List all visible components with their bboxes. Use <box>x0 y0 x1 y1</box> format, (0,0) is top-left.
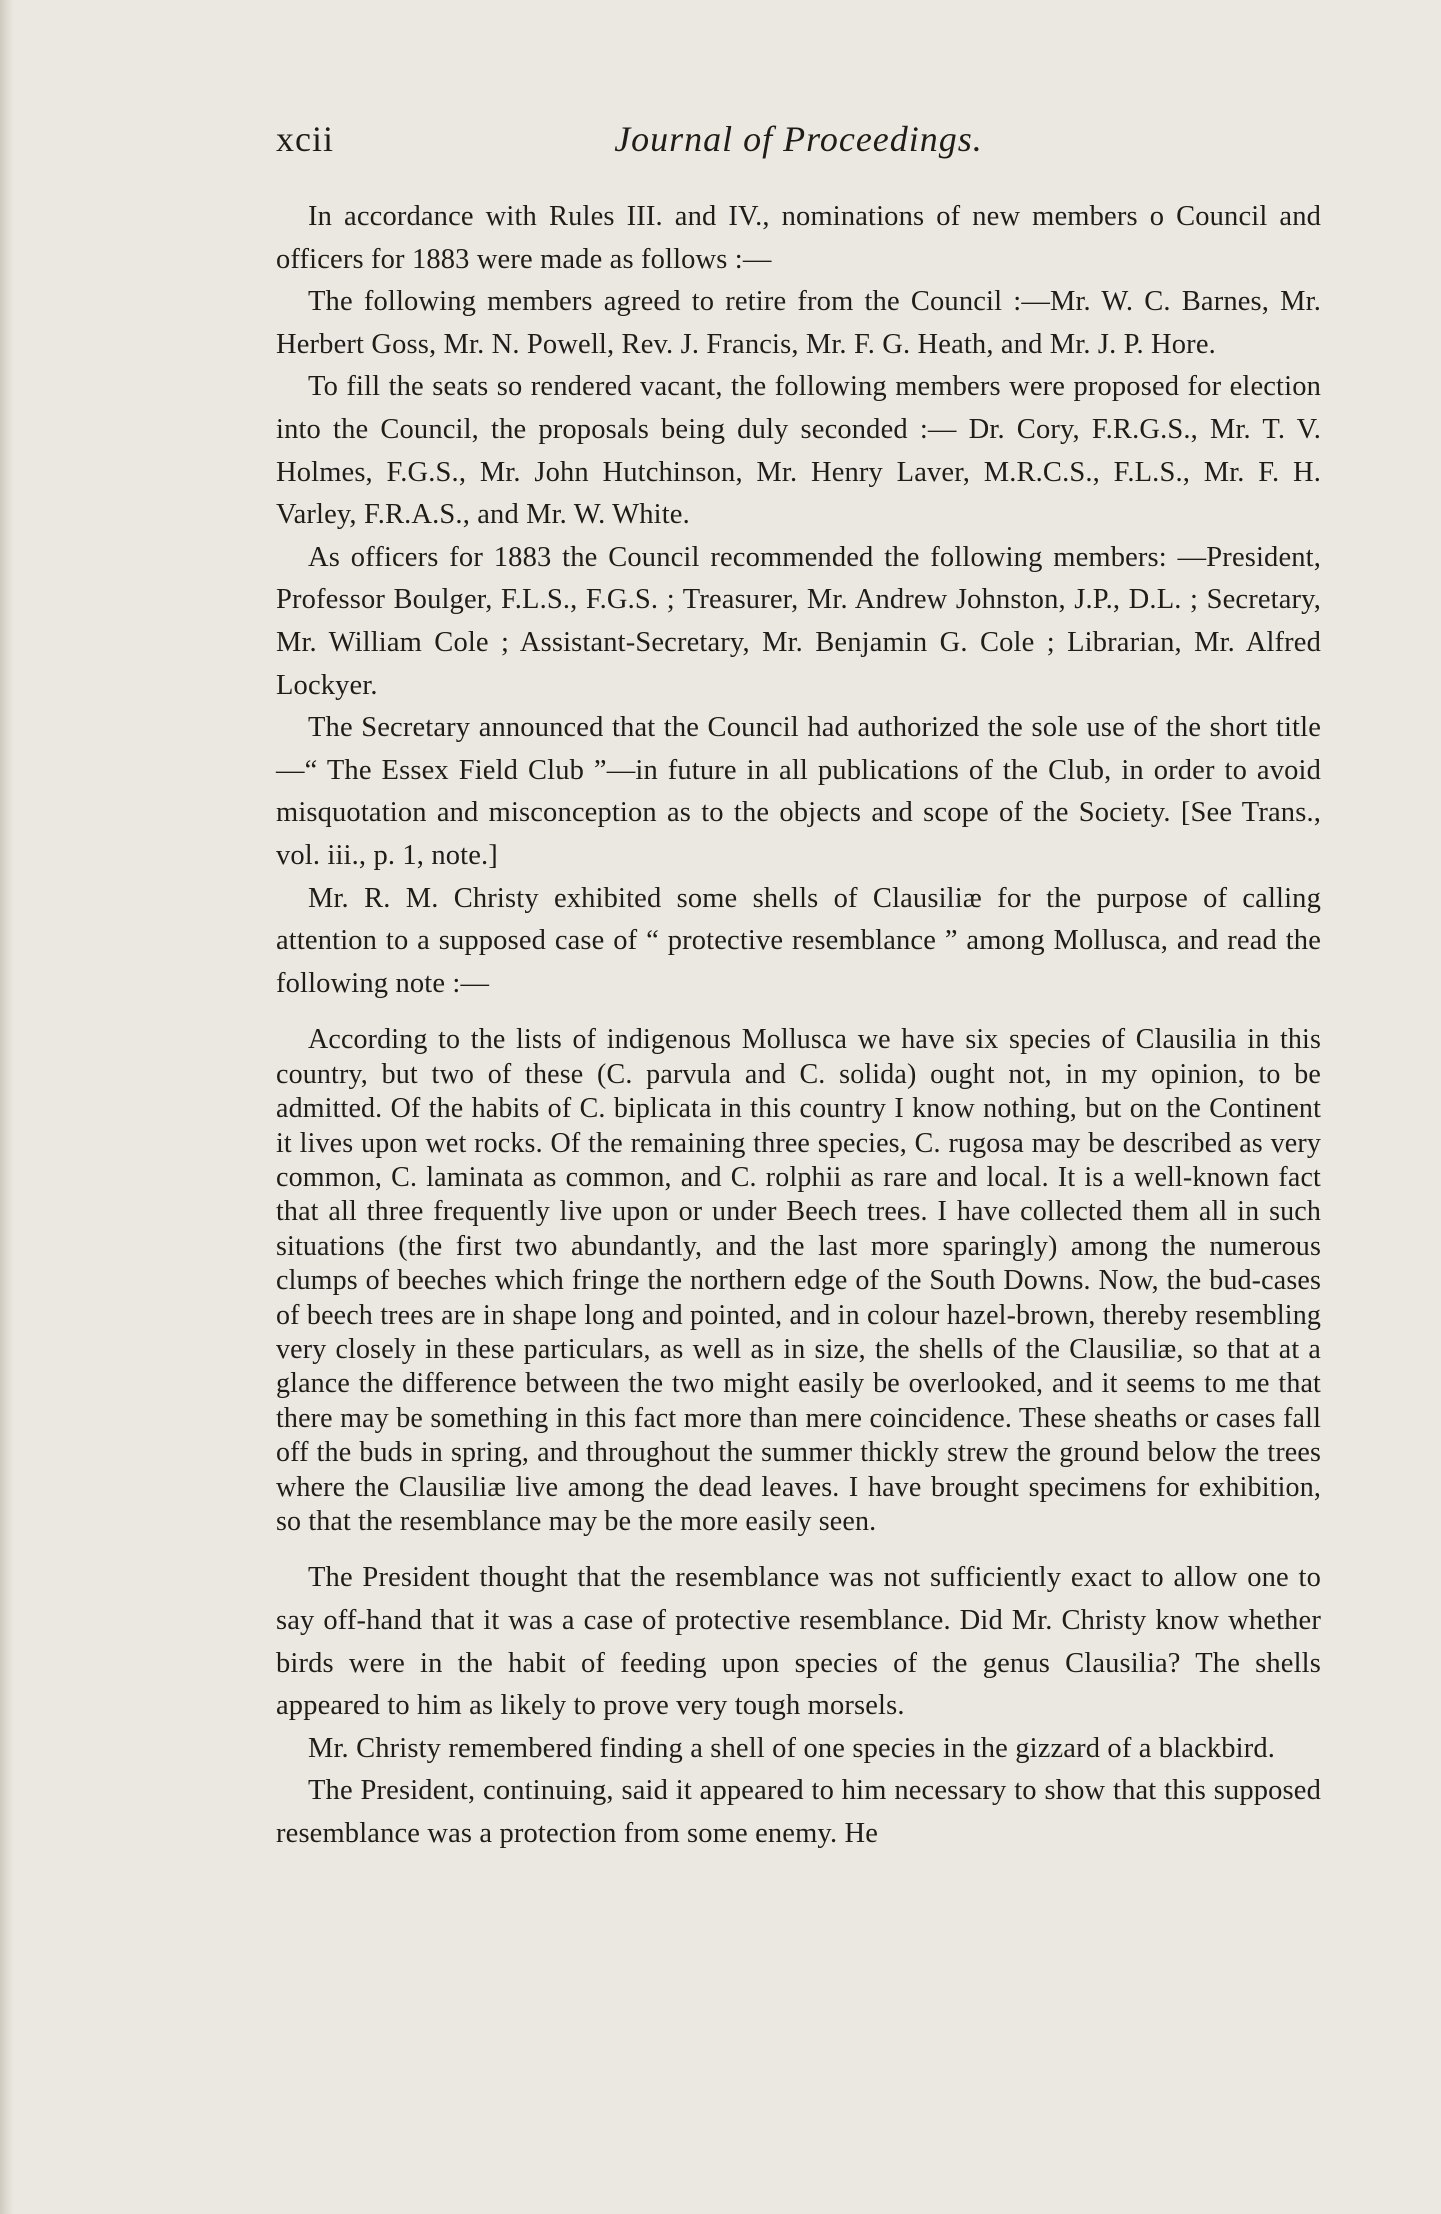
page-header <box>276 118 1321 168</box>
running-title: Journal of Proceedings. <box>614 119 983 159</box>
paragraph-short-title: The Secretary announced that the Council had authorized the sole use of the short title—“ The Essex Field Club ”—in future in all publications of the Club, in order to avoid misquotation and misconception as to the objects and scope of the Society. [See Trans., vol. iii., p. 1, note.] <box>276 712 1321 871</box>
paragraph-blackbird: Mr. Christy remembered finding a shell of one species in the gizzard of a blackbird. <box>308 1732 1276 1764</box>
binding-gutter <box>0 0 14 2214</box>
body-text <box>276 196 1321 1856</box>
paragraph-nominations: In accordance with Rules III. and IV., nominations of new members o Council and officers for 1883 were made as follows :— <box>276 201 1321 275</box>
quoted-note <box>276 1023 1321 1539</box>
paragraph-proposed-members: To fill the seats so rendered vacant, the following members were proposed for election into the Council, the proposals being duly seconded :— Dr. Cory, F.R.G.S., Mr. T. V. Holmes, F.G.S., Mr. John Hutchinson, Mr. Henry Laver, M.R.C.S., F.L.S., Mr. F. H. Varley, F.R.A.S., and Mr. W. White. <box>276 371 1321 531</box>
paragraph-retiring-members: The following members agreed to retire from the Council :—Mr. W. C. Barnes, Mr. Herbert Goss, Mr. N. Powell, Rev. J. Francis, Mr. F. G. Heath, and Mr. J. P. Hore. <box>276 286 1321 360</box>
quoted-note-text: According to the lists of indigenous Mollusca we have six species of Clausilia in this country, but two of these (C. parvula and C. solida) ought not, in my opinion, to be admitted. Of the habits of C. biplicata in this country I know nothing, but on the Continent it lives upon wet rocks. Of the remaining three species, C. rugosa may be described as very common, C. laminata as common, and C. rolphii as rare and local. It is a well-known fact that all three frequently live upon or under Beech trees. I have collected them all in such situations (the first two abundantly, and the last more sparingly) among the numerous clumps of beeches which fringe the northern edge of the South Downs. Now, the bud-cases of beech trees are in shape long and pointed, and in colour hazel-brown, thereby resembling very closely in these particulars, as well as in size, the shells of the Clausiliæ, so that at a glance the difference between the two might easily be overlooked, and it seems to me that there may be something in this fact more than mere coincidence. These sheaths or cases fall off the buds in spring, and throughout the summer thickly strew the ground below the trees where the Clausiliæ live among the dead leaves. I have brought specimens for exhibition, so that the resemblance may be the more easily seen. <box>276 1024 1321 1537</box>
paragraph-christy-exhibit: Mr. R. M. Christy exhibited some shells of Clausiliæ for the purpose of calling attention to a supposed case of “ protective resemblance ” among Mollusca, and read the following note :— <box>276 882 1321 999</box>
paragraph-president-reply: The President thought that the resemblance was not sufficiently exact to allow one to say off-hand that it was a case of protective resemblance. Did Mr. Christy know whether birds were in the habit of feeding upon species of the genus Clausilia? The shells appeared to him as likely to prove very tough morsels. <box>276 1562 1321 1722</box>
page-number: xcii <box>276 119 334 159</box>
paragraph-officers: As officers for 1883 the Council recommended the following members: —President, Professor Boulger, F.L.S., F.G.S. ; Treasurer, Mr. Andrew Johnston, J.P., D.L. ; Secretary, Mr. William Cole ; Assistant-Secretary, Mr. Benjamin G. Cole ; Librarian, Mr. Alfred Lockyer. <box>276 541 1321 701</box>
paragraph-president-continuing: The President, continuing, said it appeared to him necessary to show that this supposed resemblance was a protection from some enemy. He <box>276 1775 1321 1849</box>
